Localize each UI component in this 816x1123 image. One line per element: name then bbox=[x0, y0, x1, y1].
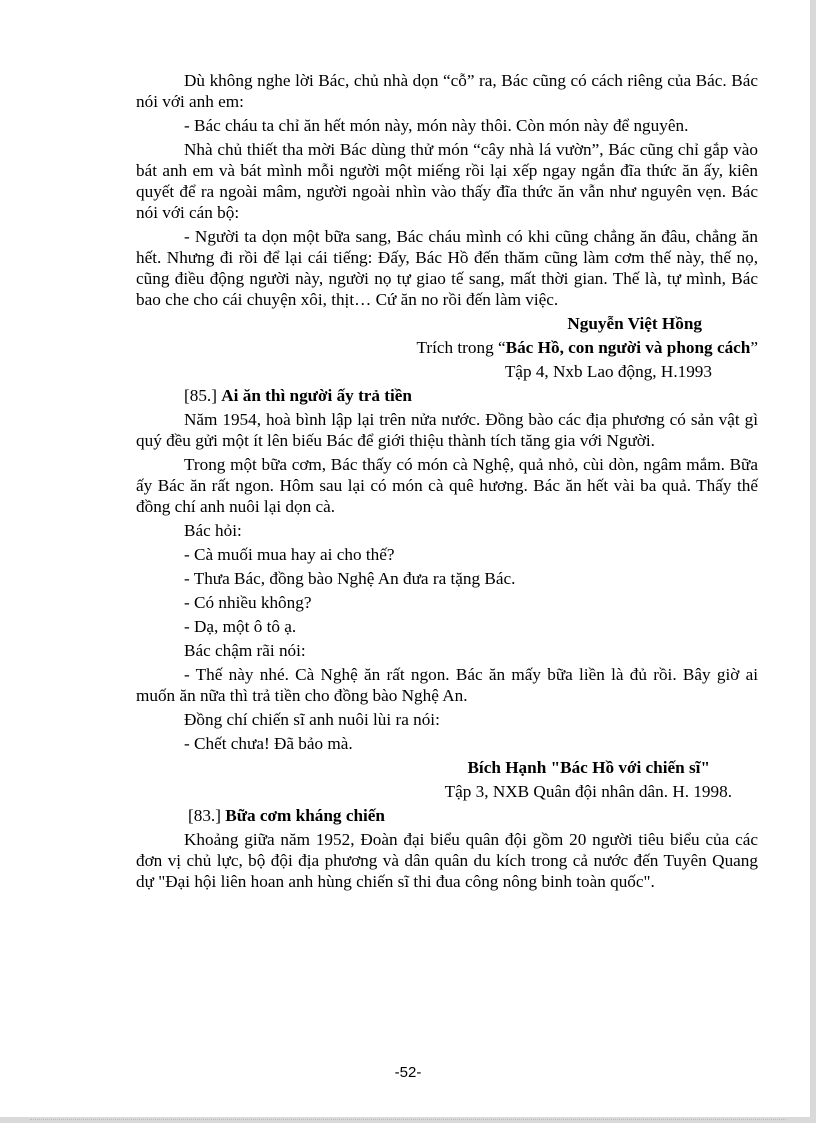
page-number: -52- bbox=[394, 1064, 422, 1081]
dialogue-line: - Cà muối mua hay ai cho thế? bbox=[184, 545, 395, 564]
citation-prefix: Trích trong “ bbox=[416, 338, 506, 357]
citation-author: Nguyễn Việt Hồng bbox=[567, 314, 702, 333]
story-heading bbox=[136, 805, 758, 826]
story-number: [85.] bbox=[184, 386, 222, 405]
paragraph: Trong một bữa cơm, Bác thấy có món cà Nghệ, quả nhỏ, cùi dòn, ngâm mắm. Bữa ấy Bác ăn rất ngon. Hôm sau lại có món cà quê hương. Bác ăn hết vài ba quả. Thấy thế đồng chí anh nuôi lại dọn cà. bbox=[136, 455, 758, 516]
paragraph: Năm 1954, hoà bình lập lại trên nửa nước. Đồng bào các địa phương có sản vật gì quý đều gửi một ít lên biếu Bác để giới thiệu thành tích tăng gia với Người. bbox=[136, 410, 758, 450]
story-heading bbox=[136, 385, 758, 406]
dialogue-line: - Chết chưa! Đã bảo mà. bbox=[184, 734, 353, 753]
paragraph: - Người ta dọn một bữa sang, Bác cháu mình có khi cũng chẳng ăn đâu, chẳng ăn hết. Nhưng đi rồi để lại cái tiếng: Đấy, Bác Hồ đến thăm cũng làm cơm thế này, thế nọ, cũng điều động người này, người nọ tự giao tế sang, mất thời gian. Thế là, tự mình, Bác bao che cho cái chuyện xôi, thịt… Cứ ăn no rồi đến làm việc. bbox=[136, 227, 758, 309]
citation-author: Bích Hạnh "Bác Hồ với chiến sĩ" bbox=[467, 758, 710, 777]
story-title: Bữa cơm kháng chiến bbox=[225, 806, 385, 825]
page-bottom-border bbox=[30, 1119, 786, 1120]
dialogue-line: - Có nhiều không? bbox=[184, 593, 312, 612]
paragraph: Nhà chủ thiết tha mời Bác dùng thử món “cây nhà lá vườn”, Bác cũng chỉ gắp vào bát anh em và bát mình mỗi người một miếng rồi lại xếp ngay ngắn đĩa thức ăn ấy, kiên quyết để ra ngoài mâm, người ngoài nhìn vào thấy đĩa thức ăn vẫn như nguyên vẹn. Bác nói với cán bộ: bbox=[136, 140, 758, 222]
citation-title: Bác Hồ, con người và phong cách bbox=[505, 338, 751, 357]
dialogue-line: Đồng chí chiến sĩ anh nuôi lùi ra nói: bbox=[184, 710, 440, 729]
citation-suffix: ” bbox=[750, 338, 758, 357]
dialogue-line: - Thưa Bác, đồng bào Nghệ An đưa ra tặng Bác. bbox=[184, 569, 516, 588]
paragraph: Khoảng giữa năm 1952, Đoàn đại biểu quân đội gồm 20 người tiêu biểu của các đơn vị chủ lực, bộ đội địa phương và dân quân du kích trong cả nước đến Tuyên Quang dự "Đại hội liên hoan anh hùng chiến sĩ thi đua công nông binh toàn quốc". bbox=[136, 830, 758, 891]
dialogue-line: - Dạ, một ô tô ạ. bbox=[184, 617, 297, 636]
dialogue-line: Bác chậm rãi nói: bbox=[184, 641, 306, 660]
dialogue-line: Bác hỏi: bbox=[184, 521, 242, 540]
citation-publisher: Tập 4, Nxb Lao động, H.1993 bbox=[504, 362, 712, 381]
citation-source bbox=[136, 337, 758, 358]
citation-publisher: Tập 3, NXB Quân đội nhân dân. H. 1998. bbox=[444, 782, 732, 801]
paragraph: - Bác cháu ta chỉ ăn hết món này, món này thôi. Còn món này để nguyên. bbox=[184, 116, 689, 135]
paragraph: - Thế này nhé. Cà Nghệ ăn rất ngon. Bác ăn mấy bữa liền là đủ rồi. Bây giờ ai muốn ăn nữa thì trả tiền cho đồng bào Nghệ An. bbox=[136, 665, 758, 705]
page-content bbox=[136, 70, 758, 895]
story-title: Ai ăn thì người ấy trả tiền bbox=[221, 386, 412, 405]
story-number: [83.] bbox=[188, 806, 226, 825]
paragraph: Dù không nghe lời Bác, chủ nhà dọn “cỗ” ra, Bác cũng có cách riêng của Bác. Bác nói với anh em: bbox=[136, 71, 758, 111]
